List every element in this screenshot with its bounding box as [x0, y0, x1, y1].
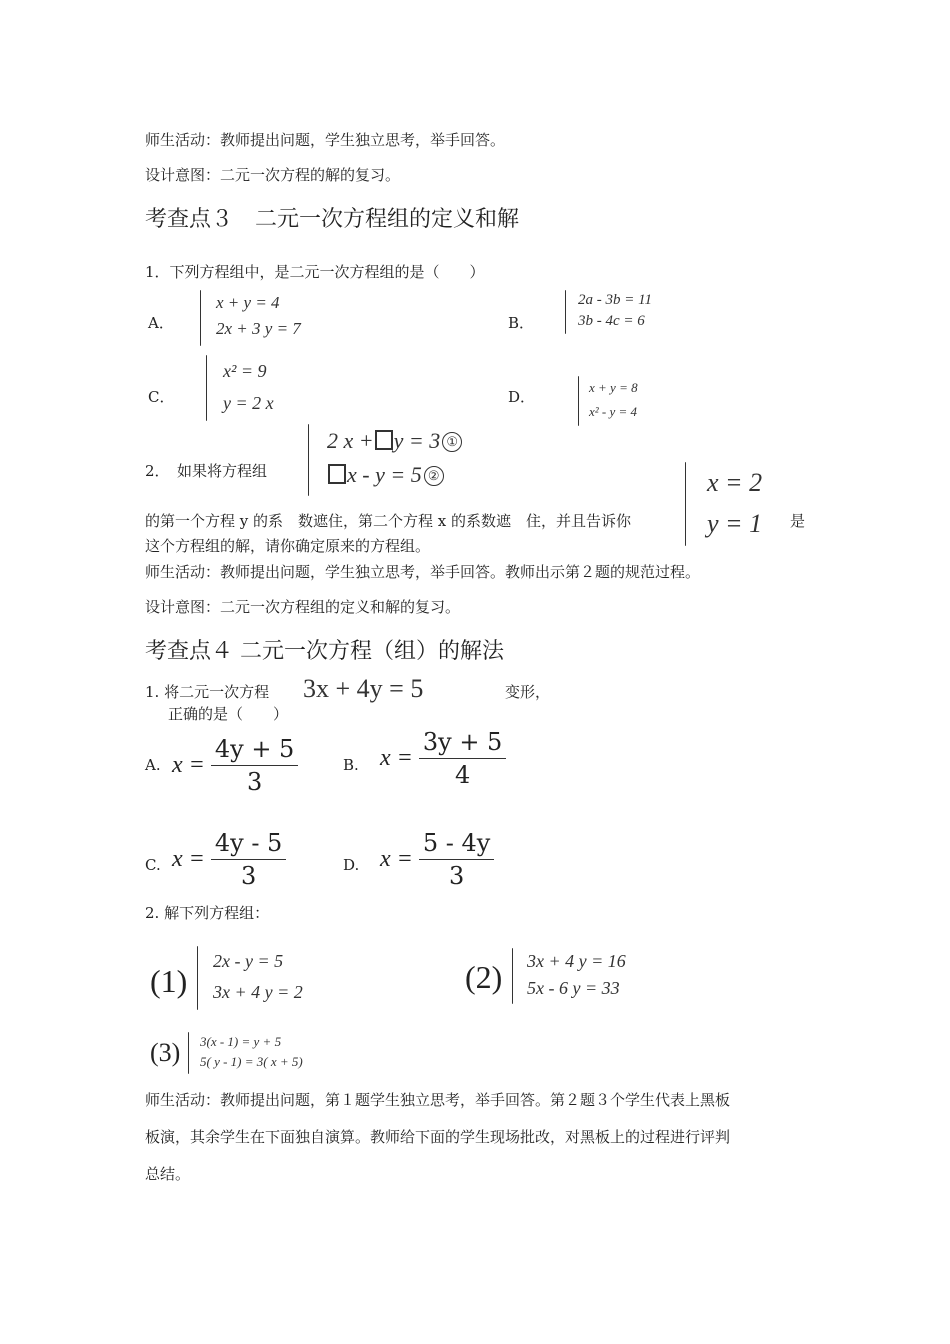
masked-eq1-part-a: 2 x +: [327, 428, 374, 453]
option3-d-formula: [380, 829, 494, 890]
intent-text-2: 设计意图：二元一次方程组的定义和解的复习。: [145, 598, 461, 616]
question-3-prefix: 1. 将二元一次方程: [145, 683, 270, 701]
solution-eq2: y = 1: [707, 509, 763, 538]
activity-text-2: 师生活动：教师提出问题，学生独立思考，举手回答。教师出示第２题的规范过程。: [145, 563, 701, 581]
option-b-eq2: 3b - 4c = 6: [578, 313, 645, 329]
option3-a-lhs: x =: [172, 752, 205, 778]
option3-a-label: A.: [145, 756, 161, 774]
question-3-equation: 3x + 4y = 5: [303, 674, 424, 703]
system-3-eq1: 3(x - 1) = y + 5: [200, 1034, 282, 1049]
option-b-system: [565, 290, 675, 334]
option-a-label: A．: [148, 314, 174, 332]
option3-b-formula: [380, 728, 506, 789]
system-1-tag: (1): [150, 963, 188, 999]
system-2-eq1: 3x + 4 y = 16: [527, 951, 626, 971]
masked-eq1-part-b: y = 3: [393, 428, 441, 453]
option3-b-numerator: 3y + 5: [419, 728, 506, 759]
option3-a-numerator: 4y + 5: [211, 735, 298, 766]
masked-box-icon: [375, 430, 393, 450]
solution-eq1: x = 2: [707, 468, 763, 497]
question-3-suffix: 变形，: [505, 683, 551, 701]
option-a-eq1: x + y = 4: [216, 293, 280, 312]
option3-d-numerator: 5 - 4y: [419, 829, 494, 860]
option3-b-lhs: x =: [380, 745, 413, 771]
option3-d-lhs: x =: [380, 846, 413, 872]
system-3-eq2: 5( y - 1) = 3( x + 5): [200, 1054, 303, 1069]
activity-text-3-line2: 板演，其余学生在下面独自演算。教师给下面的学生现场批改，对黑板上的过程进行评判: [145, 1128, 731, 1146]
option3-d-label: D.: [343, 856, 360, 874]
option3-d-denominator: 3: [448, 862, 465, 890]
heading-point-3: 考查点３ 二元一次方程组的定义和解: [145, 207, 520, 232]
question-2-line2: 这个方程组的解，请你确定原来的方程组。: [145, 537, 431, 555]
system-2-eq2: 5x - 6 y = 33: [527, 978, 620, 998]
question-2-line1: 的第一个方程 y 的系 数遮住，第二个方程 x 的系数遮 住，并且告诉你: [145, 512, 632, 530]
option3-c-formula: [172, 829, 286, 890]
option3-c-denominator: 3: [240, 862, 257, 890]
intent-text-1: 设计意图：二元一次方程的解的复习。: [145, 166, 401, 184]
question-4: 2. 解下列方程组：: [145, 904, 270, 922]
option3-c-numerator: 4y - 5: [211, 829, 286, 860]
option-d-eq1: x + y = 8: [589, 380, 638, 395]
masked-system: [308, 424, 468, 496]
option-a-eq2: 2x + 3 y = 7: [216, 319, 301, 338]
option3-c-lhs: x =: [172, 846, 205, 872]
activity-text-3-line1: 师生活动：教师提出问题，第１题学生独立思考，举手回答。第２题３个学生代表上黑板: [145, 1091, 731, 1109]
circled-two-mark: ②: [424, 466, 444, 486]
option3-c-label: C.: [145, 856, 161, 874]
option-a-system: [200, 290, 330, 346]
option-b-eq1: 2a - 3b = 11: [578, 292, 653, 308]
masked-box-icon: [328, 464, 346, 484]
option-c-eq2: y = 2 x: [223, 393, 274, 413]
option3-b-label: B.: [343, 756, 359, 774]
option-b-label: B．: [508, 314, 535, 332]
question-2-prefix: 2． 如果将方程组: [145, 462, 268, 480]
system-1-eq1: 2x - y = 5: [213, 951, 284, 971]
option-c-eq1: x² = 9: [223, 361, 267, 381]
system-3: [188, 1032, 338, 1074]
option-d-eq2: x² - y = 4: [589, 404, 638, 419]
option3-a-formula: [172, 735, 298, 796]
option3-b-denominator: 4: [454, 761, 471, 789]
circled-one-mark: ①: [442, 432, 462, 452]
system-2-tag: (2): [465, 959, 503, 995]
option-c-system: [206, 355, 296, 421]
activity-text-1: 师生活动：教师提出问题，学生独立思考，举手回答。: [145, 131, 506, 149]
heading-point-4: 考查点４ 二元一次方程（组）的解法: [145, 639, 504, 664]
solution-system: [685, 462, 775, 546]
option3-a-denominator: 3: [246, 768, 263, 796]
masked-eq2-part: x - y = 5: [347, 462, 422, 487]
system-3-tag: (3): [150, 1038, 181, 1067]
question-3-line2: 正确的是（ ）: [168, 705, 289, 723]
system-1-eq2: 3x + 4 y = 2: [213, 982, 303, 1002]
system-1: [197, 946, 327, 1010]
question-1: 1．下列方程组中，是二元一次方程组的是（ ）: [145, 263, 485, 281]
question-2-suffix: 是: [790, 512, 806, 530]
option-d-system: [578, 376, 658, 426]
system-2: [512, 948, 642, 1004]
option-c-label: C．: [148, 388, 175, 406]
option-d-label: D．: [508, 388, 536, 406]
activity-text-3-line3: 总结。: [145, 1165, 191, 1183]
